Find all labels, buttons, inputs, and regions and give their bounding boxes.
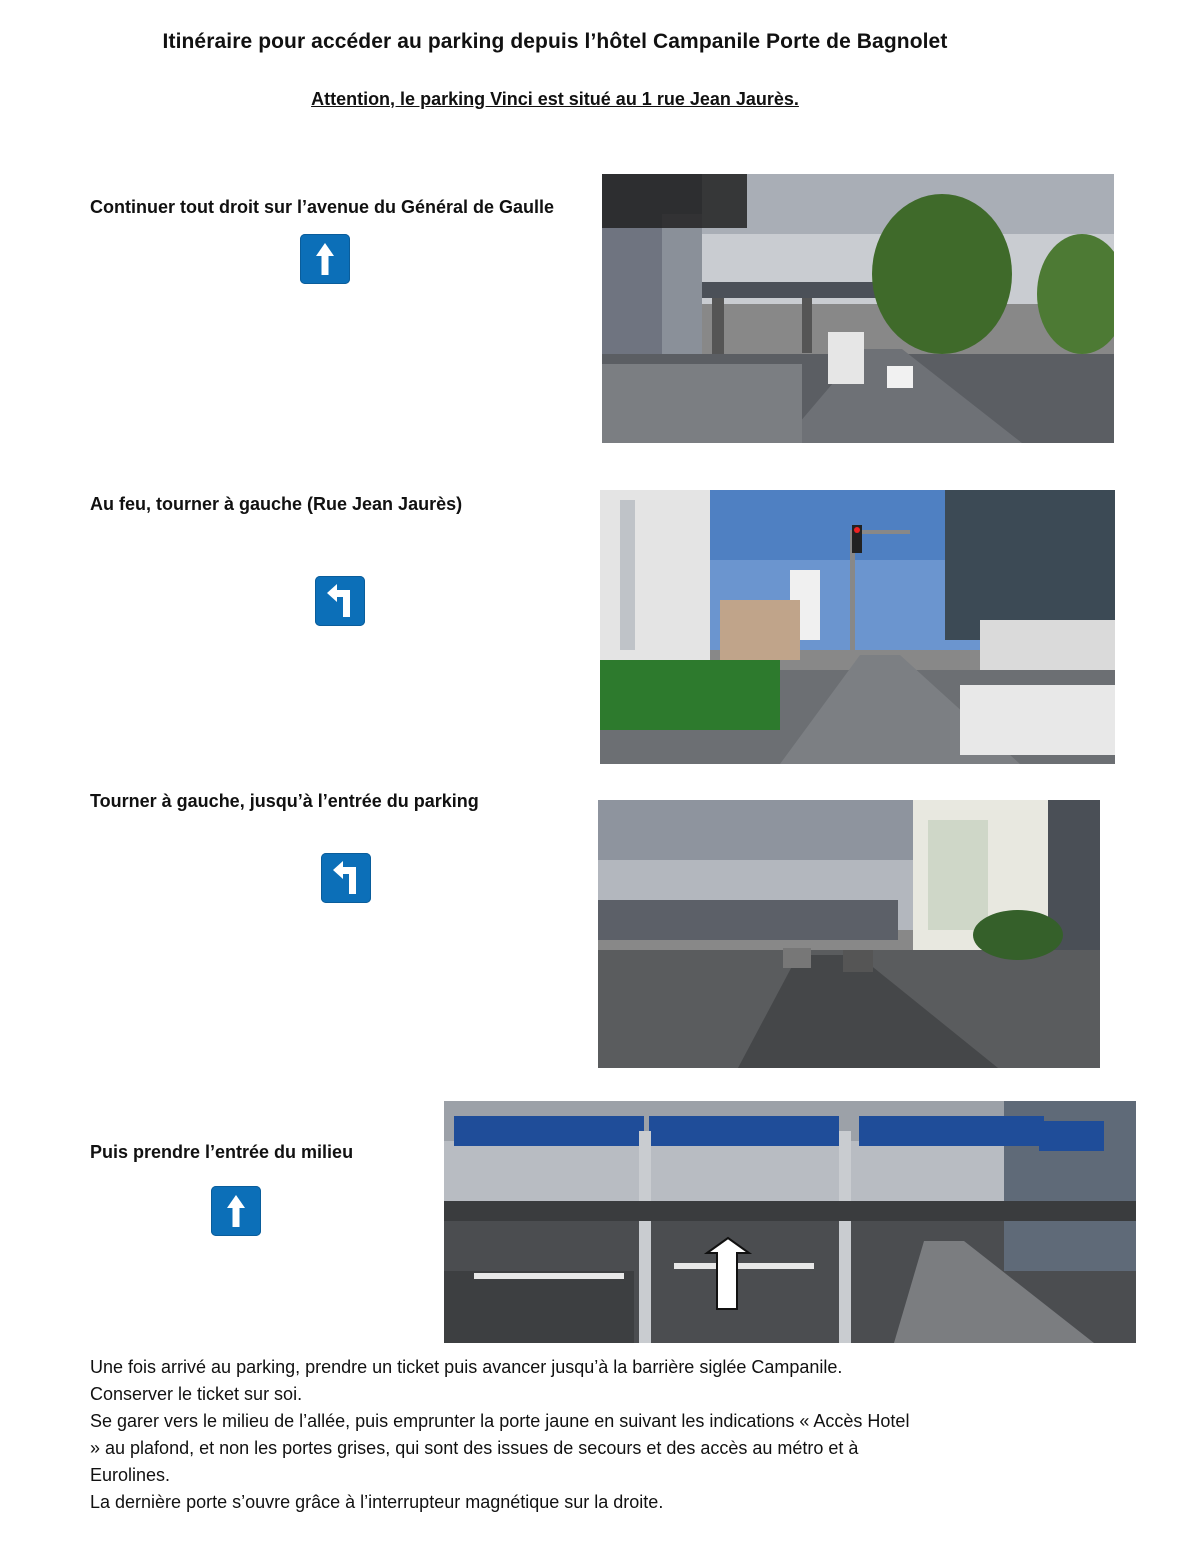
instruction-line: Eurolines. bbox=[90, 1465, 171, 1485]
arrow-up-icon bbox=[300, 234, 350, 284]
step-1-text: Continuer tout droit sur l’avenue du Général de Gaulle bbox=[90, 197, 555, 217]
instruction-line: La dernière porte s’ouvre grâce à l’interrupteur magnétique sur la droite. bbox=[90, 1492, 664, 1512]
step-4-text: Puis prendre l’entrée du milieu bbox=[90, 1142, 354, 1162]
street-photo-parking-entrance-road bbox=[598, 800, 1100, 1068]
step-2-text: Au feu, tourner à gauche (Rue Jean Jaurès) bbox=[90, 494, 463, 514]
instruction-line: Conserver le ticket sur soi. bbox=[90, 1384, 303, 1404]
instruction-line: Une fois arrivé au parking, prendre un ticket puis avancer jusqu’à la barrière siglée Campanile. bbox=[90, 1357, 843, 1377]
step-3-text: Tourner à gauche, jusqu’à l’entrée du parking bbox=[90, 791, 479, 811]
instruction-line: » au plafond, et non les portes grises, qui sont des issues de secours et des accès au métro et à bbox=[90, 1438, 859, 1458]
turn-left-icon bbox=[315, 576, 365, 626]
street-photo-avenue-general-de-gaulle bbox=[602, 174, 1114, 443]
street-photo-parking-entrances bbox=[444, 1101, 1136, 1343]
parking-instructions bbox=[90, 1354, 1030, 1516]
page-subtitle: Attention, le parking Vinci est situé au 1 rue Jean Jaurès. bbox=[311, 89, 799, 109]
page-title: Itinéraire pour accéder au parking depuis l’hôtel Campanile Porte de Bagnolet bbox=[162, 30, 948, 53]
turn-left-icon bbox=[321, 853, 371, 903]
street-photo-traffic-light-rue-jean-jaures bbox=[600, 490, 1115, 764]
instruction-line: Se garer vers le milieu de l’allée, puis emprunter la porte jaune en suivant les indications « Accès Hotel bbox=[90, 1411, 910, 1431]
arrow-up-icon bbox=[211, 1186, 261, 1236]
